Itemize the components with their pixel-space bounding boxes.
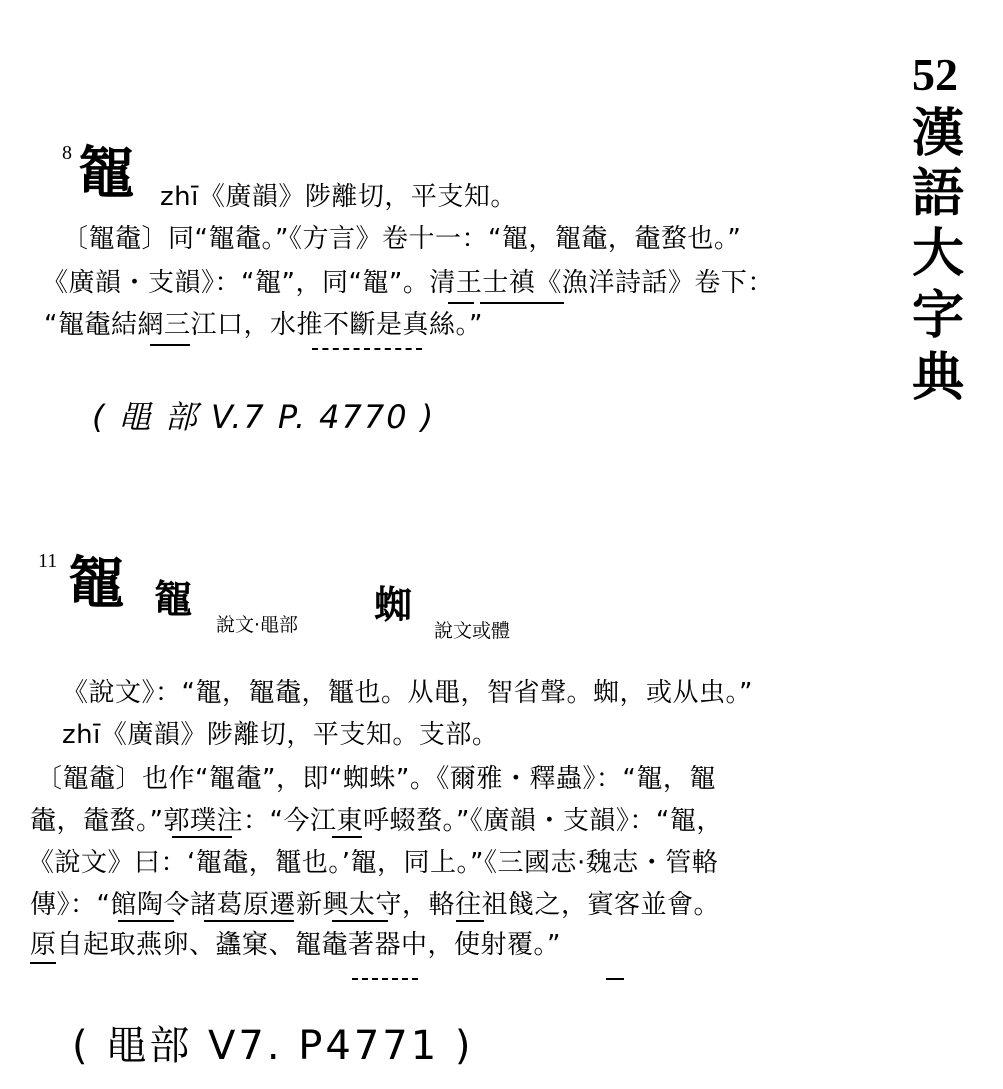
seal-source-label: 說文或體 xyxy=(434,620,511,642)
title-char-1: 漢 xyxy=(912,104,965,164)
faint-mark xyxy=(606,978,624,980)
faint-mark xyxy=(352,978,418,980)
stroke-count: 8 xyxy=(62,142,72,164)
entry-line: “鼅鼄結網三江口，水推不斷是真絲。” xyxy=(44,310,483,340)
name-underline xyxy=(456,920,484,922)
name-underline xyxy=(150,344,190,346)
name-underline xyxy=(480,302,564,304)
name-underline xyxy=(118,920,174,922)
title-char-4: 字 xyxy=(912,286,965,346)
name-underline xyxy=(332,920,388,922)
entry-line: 《說文》曰：‘鼅鼄，䵹也。’鼅，同上。”《三國志·魏志・管輅 xyxy=(28,848,719,878)
name-underline xyxy=(448,302,474,304)
headword: 鼅 xyxy=(78,141,134,206)
entry-line: 傳》：“館陶令諸葛原遷新興太守，輅往祖餞之，賓客並會。 xyxy=(30,890,720,920)
handwritten-note: ( 黽部 V7. P4771 ) xyxy=(72,1023,474,1069)
seal-script-glyph: 蜘 xyxy=(374,583,413,627)
title-char-5: 典 xyxy=(912,348,965,408)
stroke-count: 11 xyxy=(38,550,58,572)
name-underline xyxy=(204,920,294,922)
entry-line: zhī《廣韻》陟離切，平支知。 xyxy=(160,182,517,212)
name-underline xyxy=(332,836,362,838)
entry-line: 〔鼅鼄〕同“鼅鼄。”《方言》卷十一：“鼅，鼅鼄，鼄蝥也。” xyxy=(62,224,742,254)
entry-line: 鼄，鼄蝥。”郭璞注：“今江東呼蝃蝥。”《廣韻・支韻》：“鼅， xyxy=(30,806,723,836)
title-char-2: 語 xyxy=(912,164,965,224)
seal-source-label: 說文·黽部 xyxy=(216,614,299,636)
entry-line: 原自起取燕卵、蠭窠、鼅鼄著器中，使射覆。” xyxy=(30,930,561,960)
name-underline xyxy=(172,836,232,838)
seal-script-glyph: 鼅 xyxy=(154,577,193,621)
headword: 鼅 xyxy=(68,551,124,616)
title-char-3: 大 xyxy=(912,224,965,284)
entry-line: 〔鼅鼄〕也作“鼅鼄”，即“蜘蛛”。《爾雅・釋蟲》：“鼅，鼅 xyxy=(36,764,716,794)
name-underline xyxy=(30,962,56,964)
handwritten-note: ( 黽 部 V.7 P. 4770 ) xyxy=(92,398,436,436)
entry-line: 《說文》：“鼅，鼅鼄，䵹也。从黽，智省聲。蜘，或从虫。” xyxy=(62,678,753,708)
page-number: 52 xyxy=(912,49,958,100)
entry-line: zhī《廣韻》陟離切，平支知。支部。 xyxy=(62,720,499,750)
entry-line: 《廣韻・支韻》：“鼅”，同“鼅”。清王士禛《漁洋詩話》卷下： xyxy=(42,268,774,298)
faint-mark xyxy=(312,348,422,350)
